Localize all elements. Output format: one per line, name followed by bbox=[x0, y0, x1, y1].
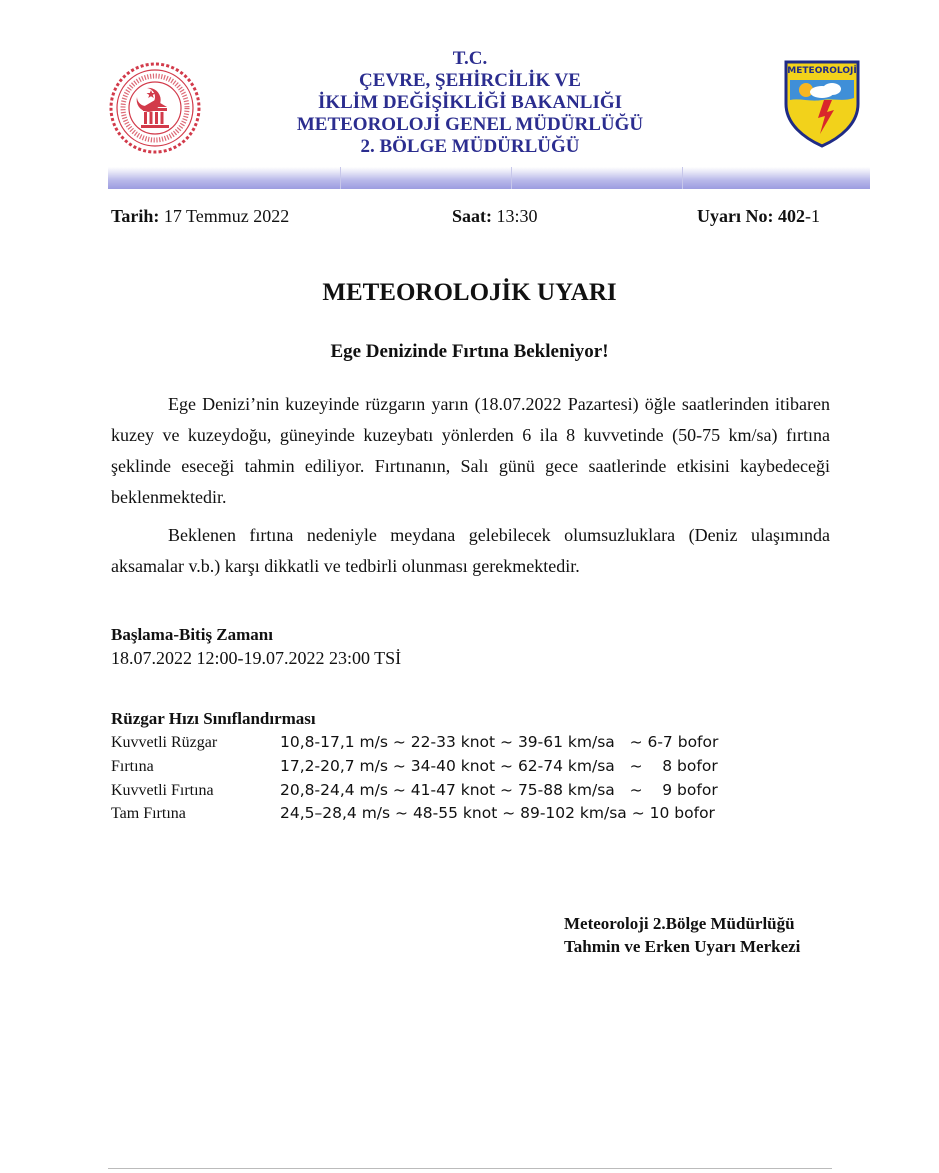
header-line-ministry-2: İKLİM DEĞİŞİKLİĞİ BAKANLIĞI bbox=[317, 92, 623, 113]
header-line-tc: T.C. bbox=[452, 48, 488, 69]
date-field bbox=[111, 206, 289, 227]
header-line-directorate: METEOROLOJİ GENEL MÜDÜRLÜĞÜ bbox=[296, 114, 644, 135]
classification-row-label: Kuvvetli Rüzgar bbox=[111, 734, 218, 751]
classification-row-label: Tam Fırtına bbox=[111, 805, 186, 822]
document-title: METEOROLOJİK UYARI bbox=[322, 279, 617, 306]
classification-row-value: 17,2-20,7 m/s ~ 34-40 knot ~ 62-74 km/sa ~ 8 bofor bbox=[280, 757, 718, 775]
signature-center: Tahmin ve Erken Uyarı Merkezi bbox=[564, 937, 801, 956]
header-title-block bbox=[250, 48, 690, 158]
date-label: Tarih: bbox=[111, 206, 160, 226]
footer-rule bbox=[108, 1168, 832, 1169]
header-line-ministry-1: ÇEVRE, ŞEHİRCİLİK VE bbox=[359, 70, 581, 91]
document-subtitle: Ege Denizinde Fırtına Bekleniyor! bbox=[330, 341, 609, 362]
band-separator bbox=[511, 167, 512, 189]
time-value: 13:30 bbox=[496, 206, 538, 226]
classification-row-label: Fırtına bbox=[111, 758, 154, 775]
period-value: 18.07.2022 12:00-19.07.2022 23:00 TSİ bbox=[111, 648, 402, 668]
classification-heading: Rüzgar Hızı Sınıflandırması bbox=[111, 709, 316, 728]
ministry-seal-logo bbox=[107, 60, 203, 156]
signature-office: Meteoroloji 2.Bölge Müdürlüğü bbox=[564, 914, 795, 933]
date-value: 17 Temmuz 2022 bbox=[163, 206, 290, 226]
period-heading: Başlama-Bitiş Zamanı bbox=[111, 625, 273, 644]
band-separator bbox=[340, 167, 341, 189]
warning-label: Uyarı No: 402 bbox=[697, 206, 805, 226]
classification-row-value: 20,8-24,4 m/s ~ 41-47 knot ~ 75-88 km/sa ~ 9 bofor bbox=[280, 781, 718, 799]
shield-logo-text: METEOROLOJİ bbox=[787, 66, 857, 76]
body-paragraph: Beklenen fırtına nedeniyle meydana gelebilecek olumsuzluklara (Deniz ulaşımında aksamalar v.b.) karşı dikkatli ve tedbirli olunması gerekmektedir. bbox=[111, 525, 830, 576]
band-separator bbox=[682, 167, 683, 189]
body-paragraph: Ege Denizi’nin kuzeyinde rüzgarın yarın (18.07.2022 Pazartesi) öğle saatlerinden itibaren kuzey ve kuzeydoğu, güneyinde kuzeybatı yönlerden 6 ila 8 kuvvetinde (50-75 km/sa) fırtına şeklinde eseceği tahmin ediliyor. Fırtınanın, Salı günü gece saatlerinde etkisini kaybedeceği beklenmektedir. bbox=[111, 394, 830, 507]
classification-row-value: 24,5–28,4 m/s ~ 48-55 knot ~ 89-102 km/sa ~ 10 bofor bbox=[280, 804, 715, 822]
time-field bbox=[452, 206, 538, 227]
header-line-regional: 2. BÖLGE MÜDÜRLÜĞÜ bbox=[360, 136, 580, 157]
header-divider-band bbox=[108, 167, 870, 189]
warning-number-field bbox=[697, 206, 820, 227]
warning-suffix: -1 bbox=[804, 206, 820, 226]
meteoroloji-shield-logo bbox=[782, 58, 862, 148]
time-label: Saat: bbox=[452, 206, 492, 226]
classification-row-value: 10,8-17,1 m/s ~ 22-33 knot ~ 39-61 km/sa ~ 6-7 bofor bbox=[280, 733, 719, 751]
classification-row-label: Kuvvetli Fırtına bbox=[111, 782, 214, 799]
